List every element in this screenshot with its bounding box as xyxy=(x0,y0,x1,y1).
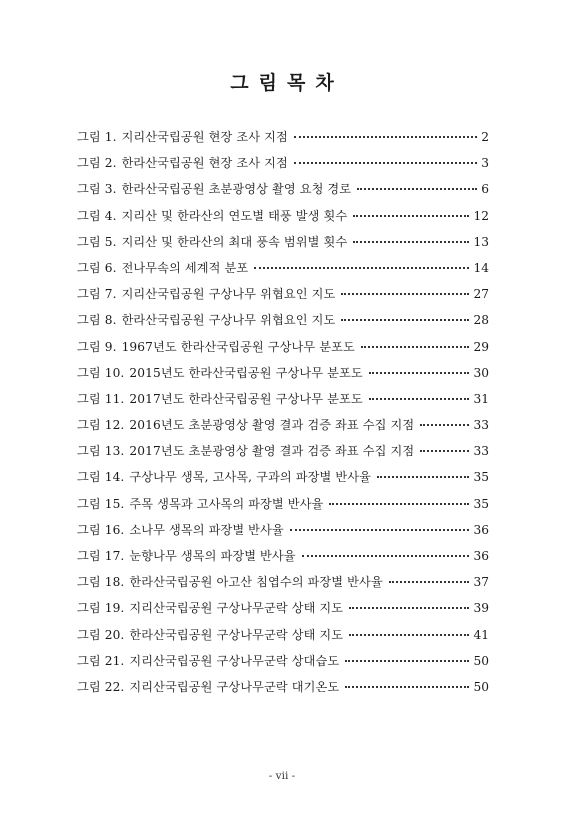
entry-caption xyxy=(77,521,284,538)
page-title: 그림목차 xyxy=(230,72,344,94)
dot-leader xyxy=(349,634,469,636)
entry-title: 지리산국립공원 구상나무 위협요인 지도 xyxy=(121,287,336,302)
entry-page-number: 27 xyxy=(473,287,489,302)
entry-caption xyxy=(77,311,335,328)
toc-entry[interactable] xyxy=(77,652,489,678)
entry-title: 지리산 및 한라산의 연도별 태풍 발생 횟수 xyxy=(121,208,348,223)
dot-leader xyxy=(290,529,470,531)
entry-page-number: 37 xyxy=(473,575,489,590)
dot-leader xyxy=(294,136,477,138)
toc-entry[interactable] xyxy=(77,442,489,468)
entry-page-number: 13 xyxy=(473,234,489,249)
toc-entry[interactable] xyxy=(77,495,489,521)
entry-caption xyxy=(77,626,343,643)
entry-caption xyxy=(77,416,414,433)
entry-caption xyxy=(77,233,347,250)
entry-label: 그림 8. xyxy=(77,313,117,328)
entry-label: 그림 6. xyxy=(77,260,117,275)
entry-page-number: 3 xyxy=(481,156,489,171)
dot-leader xyxy=(377,476,470,478)
entry-title: 구상나무 생목, 고사목, 구과의 파장별 반사율 xyxy=(129,470,371,485)
entry-title: 한라산국립공원 현장 조사 지점 xyxy=(121,156,288,171)
entry-page-number: 35 xyxy=(473,496,489,511)
entry-label: 그림 13. xyxy=(77,444,125,459)
entry-page-number: 35 xyxy=(473,470,489,485)
entry-title: 2016년도 초분광영상 촬영 결과 검증 좌표 수집 지점 xyxy=(129,418,415,433)
toc-entry[interactable] xyxy=(77,573,489,599)
entry-label: 그림 3. xyxy=(77,182,117,197)
toc-entry[interactable] xyxy=(77,364,489,390)
entry-page-number: 39 xyxy=(473,601,489,616)
entry-title: 한라산국립공원 구상나무 위협요인 지도 xyxy=(121,313,336,328)
entry-caption xyxy=(77,390,363,407)
entry-title: 한라산국립공원 아고산 침엽수의 파장별 반사율 xyxy=(129,575,383,590)
entry-page-number: 29 xyxy=(473,339,489,354)
entry-title: 지리산국립공원 구상나무군락 상대습도 xyxy=(129,653,340,668)
entry-caption xyxy=(77,599,343,616)
entry-page-number: 33 xyxy=(473,444,489,459)
entry-label: 그림 14. xyxy=(77,470,125,485)
entry-caption xyxy=(77,652,339,669)
toc-entry[interactable] xyxy=(77,416,489,442)
entry-page-number: 28 xyxy=(473,313,489,328)
entry-title: 눈향나무 생목의 파장별 반사율 xyxy=(129,549,296,563)
entry-title: 지리산 및 한라산의 최대 풍속 범위별 횟수 xyxy=(121,234,348,249)
entry-caption xyxy=(77,442,414,459)
toc-entry[interactable] xyxy=(77,154,489,180)
dot-leader xyxy=(369,398,470,400)
entry-label: 그림 15. xyxy=(77,496,125,511)
dot-leader xyxy=(345,660,469,662)
entry-title: 주목 생목과 고사목의 파장별 반사율 xyxy=(129,496,324,511)
dot-leader xyxy=(353,241,469,243)
entry-label: 그림 16. xyxy=(77,522,125,537)
dot-leader xyxy=(389,581,470,583)
entry-label: 그림 1. xyxy=(77,130,117,144)
entry-title: 한라산국립공원 초분광영상 촬영 요청 경로 xyxy=(121,182,352,197)
entry-title: 전나무속의 세계적 분포 xyxy=(121,260,249,275)
toc-entry[interactable] xyxy=(77,626,489,652)
entry-caption xyxy=(77,495,323,512)
toc-entry[interactable] xyxy=(77,521,489,547)
entry-caption xyxy=(77,259,248,276)
toc-entry[interactable] xyxy=(77,180,489,206)
entry-label: 그림 19. xyxy=(77,601,125,616)
entry-page-number: 14 xyxy=(473,260,489,275)
dot-leader xyxy=(353,215,469,217)
toc-entry[interactable] xyxy=(77,285,489,311)
page-number: - vii - xyxy=(268,770,296,782)
entry-label: 그림 2. xyxy=(77,156,117,171)
entry-caption xyxy=(77,207,347,224)
entry-page-number: 36 xyxy=(473,522,489,537)
entry-page-number: 31 xyxy=(473,391,489,406)
entry-label: 그림 22. xyxy=(77,679,125,694)
entry-label: 그림 4. xyxy=(77,208,117,223)
entry-page-number: 12 xyxy=(473,208,489,223)
toc-entry[interactable] xyxy=(77,547,489,573)
entry-title: 지리산국립공원 현장 조사 지점 xyxy=(121,130,288,144)
entry-caption xyxy=(77,128,288,145)
entry-label: 그림 7. xyxy=(77,287,117,302)
toc-entry[interactable] xyxy=(77,259,489,285)
entry-label: 그림 11. xyxy=(77,391,125,406)
entry-caption xyxy=(77,547,296,564)
entry-title: 한라산국립공원 구상나무군락 상태 지도 xyxy=(129,627,344,642)
entry-label: 그림 10. xyxy=(77,365,125,380)
entry-caption xyxy=(77,573,383,590)
entry-page-number: 33 xyxy=(473,418,489,433)
dot-leader xyxy=(369,372,470,374)
dot-leader xyxy=(349,607,469,609)
toc-entry[interactable] xyxy=(77,128,489,154)
dot-leader xyxy=(329,503,469,505)
dot-leader xyxy=(294,162,477,164)
entry-page-number: 50 xyxy=(473,679,489,694)
entry-label: 그림 20. xyxy=(77,627,125,642)
toc-entry[interactable] xyxy=(77,207,489,233)
entry-label: 그림 5. xyxy=(77,234,117,249)
dot-leader xyxy=(420,450,469,452)
entry-label: 그림 12. xyxy=(77,418,125,433)
entry-page-number: 41 xyxy=(473,627,489,642)
entry-caption xyxy=(77,154,288,171)
entry-label: 그림 21. xyxy=(77,653,125,668)
entry-page-number: 36 xyxy=(473,549,489,563)
dot-leader xyxy=(345,686,469,688)
entry-label: 그림 18. xyxy=(77,575,125,590)
entry-title: 소나무 생목의 파장별 반사율 xyxy=(129,522,284,537)
entry-label: 그림 9. xyxy=(77,339,117,354)
entry-caption xyxy=(77,364,363,381)
dot-leader xyxy=(361,346,470,348)
entry-caption xyxy=(77,678,339,695)
dot-leader xyxy=(357,188,477,190)
dot-leader xyxy=(254,267,469,269)
toc-entry[interactable] xyxy=(77,468,489,494)
dot-leader xyxy=(302,555,470,557)
dot-leader xyxy=(341,293,469,295)
toc-entry[interactable] xyxy=(77,390,489,416)
toc-entry[interactable] xyxy=(77,233,489,259)
toc-entry[interactable] xyxy=(77,599,489,625)
entry-page-number: 6 xyxy=(481,182,489,197)
entry-caption xyxy=(77,180,351,197)
entry-title: 2017년도 초분광영상 촬영 결과 검증 좌표 수집 지점 xyxy=(129,444,415,459)
dot-leader xyxy=(420,424,469,426)
toc-entry[interactable] xyxy=(77,311,489,337)
entry-title: 2015년도 한라산국립공원 구상나무 분포도 xyxy=(129,365,363,380)
toc-entry[interactable] xyxy=(77,338,489,364)
figure-list xyxy=(77,128,489,704)
entry-title: 1967년도 한라산국립공원 구상나무 분포도 xyxy=(121,339,355,354)
entry-label: 그림 17. xyxy=(77,549,125,563)
entry-caption xyxy=(77,468,371,485)
entry-caption xyxy=(77,338,355,355)
entry-title: 지리산국립공원 구상나무군락 상태 지도 xyxy=(129,601,344,616)
entry-page-number: 50 xyxy=(473,653,489,668)
entry-page-number: 2 xyxy=(481,130,489,144)
toc-entry[interactable] xyxy=(77,678,489,704)
dot-leader xyxy=(341,319,469,321)
entry-title: 지리산국립공원 구상나무군락 대기온도 xyxy=(129,679,340,694)
entry-page-number: 30 xyxy=(473,365,489,380)
entry-title: 2017년도 한라산국립공원 구상나무 분포도 xyxy=(129,391,363,406)
entry-caption xyxy=(77,285,335,302)
